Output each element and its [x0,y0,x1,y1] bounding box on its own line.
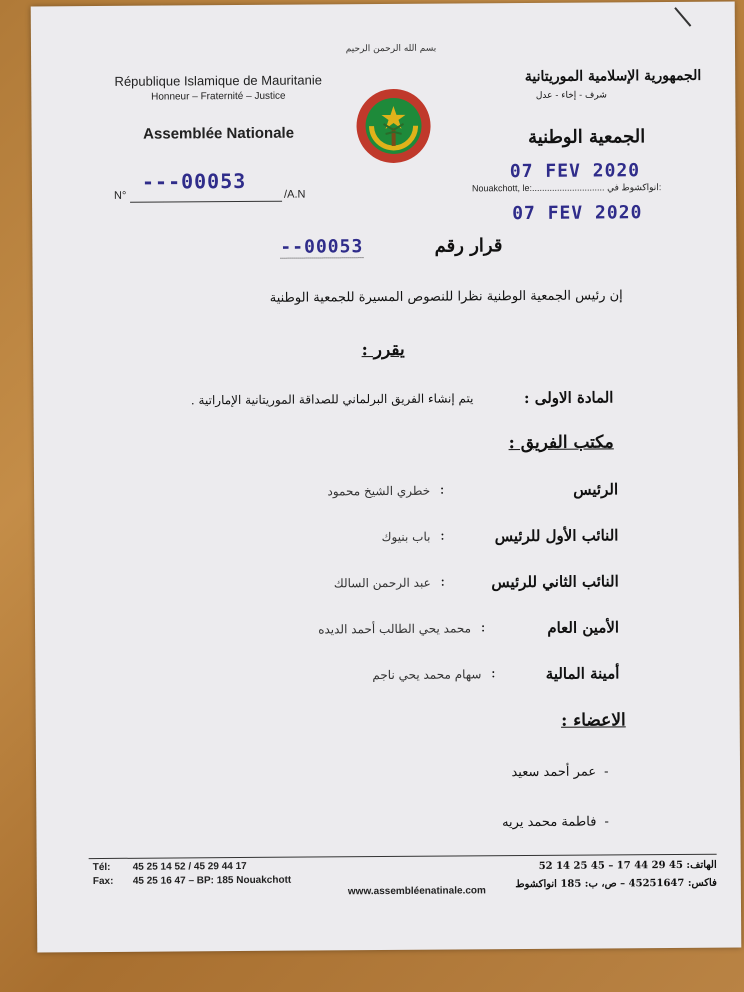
bureau-role: أمينة المالية [545,664,620,683]
bureau-role: النائب الثاني للرئيس [491,572,619,592]
decision-number-stamp: --00053 [280,236,364,258]
list-bullet: - [604,814,609,830]
article-text: يتم إنشاء الفريق البرلماني للصداقة الموريتانية الإماراتية . [190,391,474,408]
bureau-row [34,526,738,559]
footer-website: www.assembléenatinale.com [347,885,486,898]
bureau-role: النائب الأول للرئيس [494,526,619,546]
footer-ar-fax: فاكس: 45251647 – ص، ب: 185 انواكشوط [515,877,717,891]
date-stamp-2: 07 FEV 2020 [512,202,643,225]
preamble: إن رئيس الجمعية الوطنية نظرا للنصوص المسيرة للجمعية الوطنية [269,288,623,306]
members-title: الاعضاء : [560,710,626,731]
bureau-sep: : [480,619,486,636]
fr-number-line [130,201,282,203]
list-bullet: - [604,764,609,780]
ar-country: الجمهورية الإسلامية الموريتانية [524,67,702,86]
fr-assembly: Assemblée Nationale [143,124,295,143]
bureau-row [35,618,739,651]
ar-motto: شرف - إخاء - عدل [535,90,607,101]
fr-motto: Honneur – Fraternité – Justice [151,90,286,103]
bureau-role: الرئيس [573,480,619,499]
article-label: المادة الاولى : [523,388,614,408]
decides-heading: يقرر : [361,339,405,361]
date-stamp-1: 07 FEV 2020 [509,160,641,183]
footer-tel-label: Tél: [92,861,111,874]
document-page [31,2,742,953]
pen-mark [674,7,691,27]
list-item [36,764,740,793]
bureau-row [35,664,739,697]
bureau-name: باب بنيوك [381,529,431,545]
date-label: Nouakchott, le:............................. انواكشوط في: [471,182,662,194]
footer-ar-phone: الهاتف: 45 29 44 17 – 45 25 14 52 [538,859,717,872]
list-item [36,814,740,843]
bureau-sep: : [439,481,445,498]
footer-fax-label: Fax: [92,875,114,888]
bureau-sep: : [490,665,496,682]
bureau-name: خطري الشيخ محمود [327,483,431,499]
bureau-name: محمد يحي الطالب أحمد الديده [318,621,472,637]
fr-country: République Islamique de Mauritanie [114,72,322,89]
footer-rule [89,854,717,859]
emblem [355,88,432,165]
number-stamp: ---00053 [141,168,247,194]
fr-number-suffix: /A.N [283,188,306,201]
member-name: فاطمة محمد يريه [502,814,597,831]
footer-tel-value: 45 25 14 52 / 45 29 44 17 [132,860,247,873]
bureau-row [34,480,738,513]
bureau-sep: : [440,573,446,590]
member-name: عمر أحمد سعيد [511,764,597,781]
bureau-title: مكتب الفريق : [508,432,614,454]
bureau-name: سهام محمد يحي ناجم [372,667,482,683]
fr-number-label: N° [113,189,127,202]
bureau-role: الأمين العام [547,618,620,637]
footer-fax-value: 45 25 16 47 – BP: 185 Nouakchott [132,874,292,887]
bureau-sep: : [439,527,445,544]
bureau-row [35,572,739,605]
basmala: بسم الله الرحمن الرحيم [345,43,437,55]
bureau-name: عبد الرحمن السالك [333,575,431,591]
decision-title: قرار رقم [434,235,503,257]
mauritania-coat-of-arms-icon [355,88,432,165]
ar-assembly: الجمعية الوطنية [527,126,646,148]
